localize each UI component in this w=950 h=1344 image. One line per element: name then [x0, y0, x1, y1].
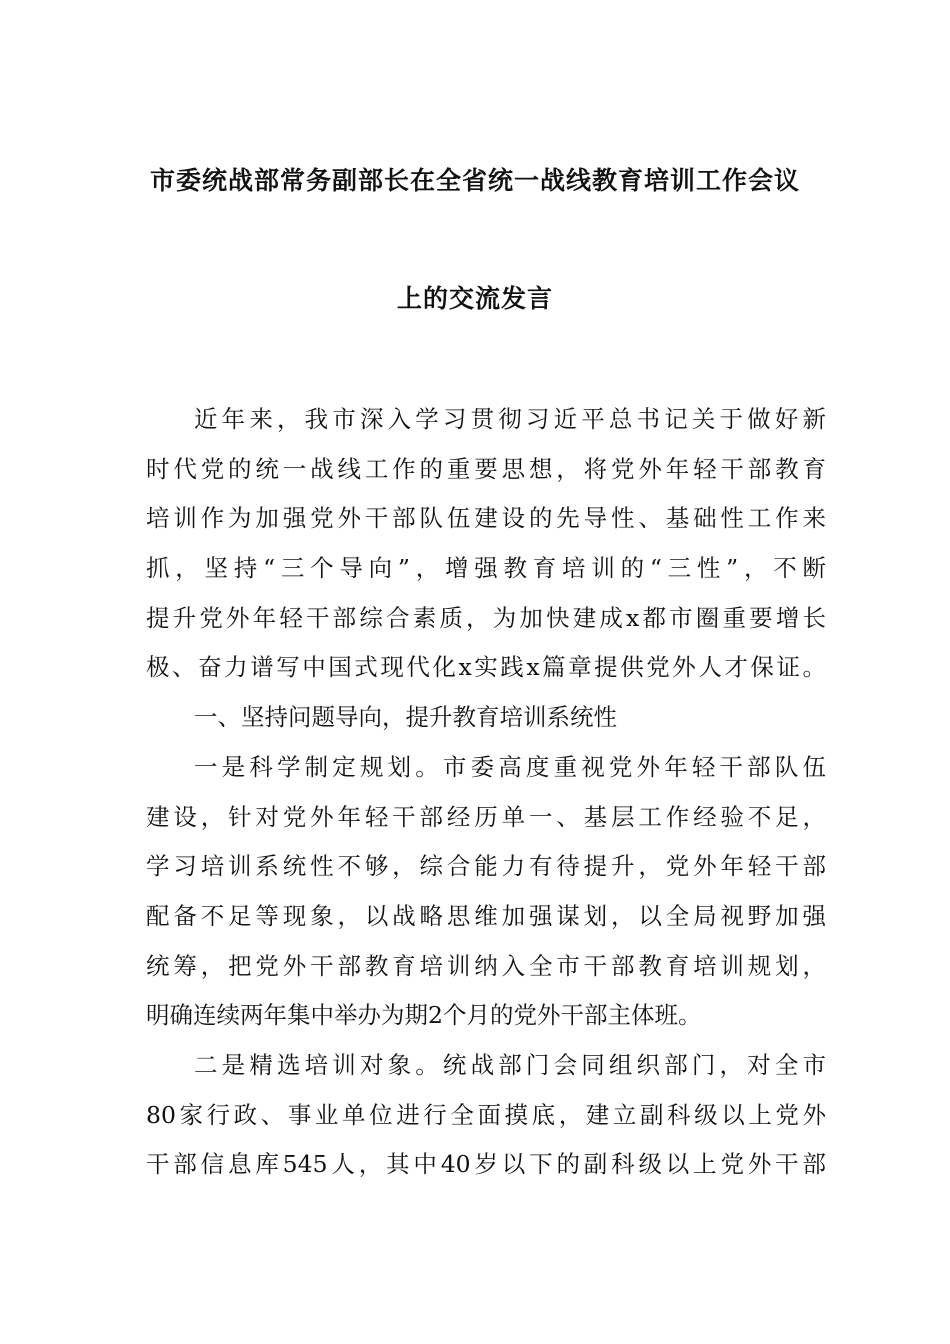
- section-heading: 一、坚持问题导向，提升教育培训系统性: [194, 703, 617, 732]
- document-body: [146, 395, 826, 1190]
- paragraph-line: 干部信息库545人，其中40岁以下的副科级以上党外干部: [146, 1150, 826, 1179]
- paragraph-line: 明确连续两年集中举办为期2个月的党外干部主体班。: [146, 1001, 702, 1030]
- document-title-line-1: 市委统战部常务副部长在全省统一战线教育培训工作会议: [149, 166, 800, 195]
- paragraph-line: 培训作为加强党外干部队伍建设的先导性、基础性工作来: [146, 504, 826, 533]
- paragraph-line: 80家行政、事业单位进行全面摸底，建立副科级以上党外: [146, 1100, 826, 1129]
- paragraph-line: 建设，针对党外年轻干部经历单一、基层工作经验不足，: [146, 802, 826, 831]
- paragraph-line: 配备不足等现象，以战略思维加强谋划，以全局视野加强: [146, 901, 826, 930]
- paragraph-line: 二是精选培训对象。统战部门会同组织部门，对全市: [194, 1050, 826, 1079]
- paragraph-line: 近年来，我市深入学习贯彻习近平总书记关于做好新: [194, 405, 826, 433]
- paragraph-line: 学习培训系统性不够，综合能力有待提升，党外年轻干部: [146, 852, 826, 881]
- paragraph-line: 统筹，把党外干部教育培训纳入全市干部教育培训规划，: [146, 951, 826, 980]
- document-title-line-2: 上的交流发言: [396, 284, 553, 313]
- paragraph-line: 一是科学制定规划。市委高度重视党外年轻干部队伍: [194, 752, 826, 781]
- paragraph-line: 时代党的统一战线工作的重要思想，将党外年轻干部教育: [146, 454, 826, 483]
- paragraph-line: 极、奋力谱写中国式现代化x实践x篇章提供党外人才保证。: [146, 653, 826, 682]
- paragraph-line: 抓，坚持“三个导向”，增强教育培训的“三性”，不断: [146, 554, 826, 583]
- paragraph-line: 提升党外年轻干部综合素质，为加快建成x都市圈重要增长: [146, 603, 826, 632]
